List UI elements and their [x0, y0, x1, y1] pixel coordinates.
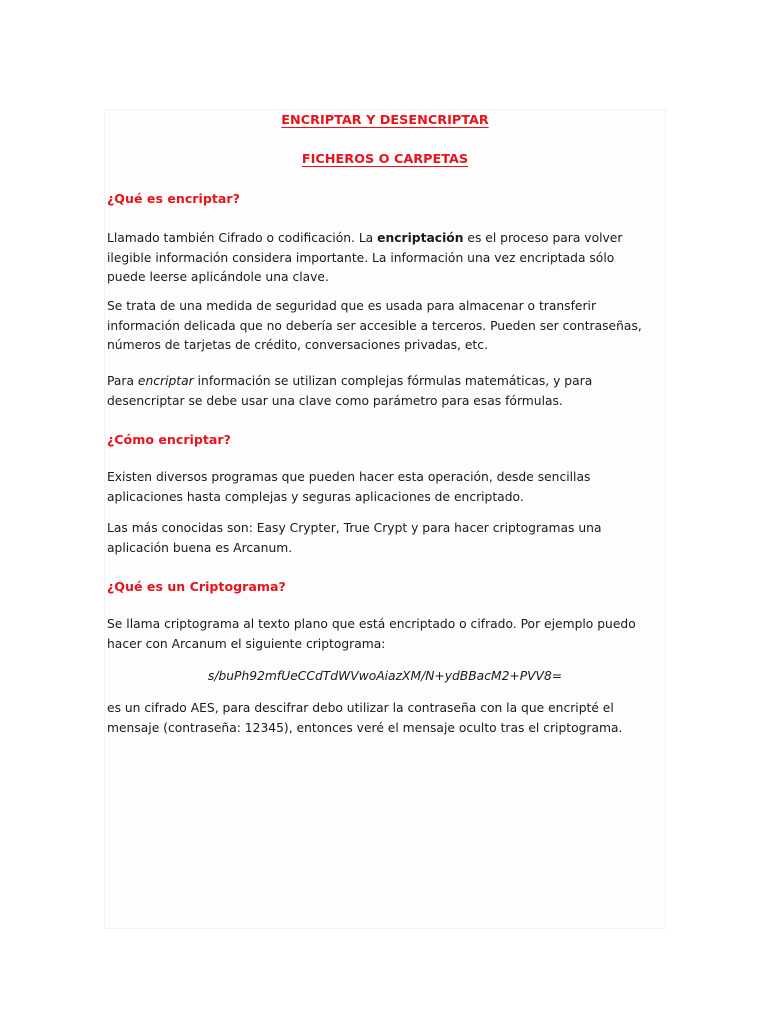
paragraph-line: puede leerse aplicándole una clave.	[107, 270, 329, 284]
paragraph-line: información delicada que no debería ser accesible a terceros. Pueden ser contraseñas,	[107, 318, 642, 333]
text-span: información se utilizan complejas fórmulas matemáticas, y para	[193, 374, 593, 388]
paragraph-line: Se llama criptograma al texto plano que está encriptado o cifrado. Por ejemplo puedo	[107, 617, 636, 631]
paragraph-line: es un cifrado AES, para descifrar debo utilizar la contraseña con la que encripté el	[107, 701, 614, 715]
paragraph-line: Se trata de una medida de seguridad que es usada para almacenar o transferir	[107, 299, 596, 313]
paragraph-line: desencriptar se debe usar una clave como parámetro para esas fórmulas.	[107, 393, 563, 408]
paragraph-line: hacer con Arcanum el siguiente criptograma:	[107, 636, 386, 651]
paragraph-security	[107, 297, 663, 356]
paragraph-programs	[107, 468, 663, 507]
text-span: Para	[107, 374, 138, 388]
bold-term: encriptación	[377, 231, 464, 245]
title-line-2: FICHEROS O CARPETAS	[301, 152, 469, 167]
paragraph-line: mensaje (contraseña: 12345), entonces veré el mensaje oculto tras el criptograma.	[107, 720, 623, 735]
paragraph-known-apps	[107, 519, 663, 558]
paragraph-line	[107, 229, 663, 249]
text-span: es el proceso para volver	[463, 231, 623, 245]
paragraph-line: Las más conocidas son: Easy Crypter, True Crypt y para hacer criptogramas una	[107, 521, 602, 535]
title-line-1: ENCRIPTAR Y DESENCRIPTAR	[281, 113, 489, 128]
text-span: Llamado también Cifrado o codificación. La	[107, 231, 378, 245]
document-page	[105, 110, 665, 928]
paragraph-formulas	[107, 372, 663, 411]
italic-term: encriptar	[137, 374, 194, 388]
paragraph-line: Existen diversos programas que pueden hacer esta operación, desde sencillas	[107, 470, 591, 484]
paragraph-line	[107, 372, 663, 392]
paragraph-line: aplicación buena es Arcanum.	[107, 540, 293, 555]
heading-que-es-encriptar: ¿Qué es encriptar?	[107, 191, 240, 206]
paragraph-cryptogram-definition	[107, 615, 663, 654]
paragraph-line: aplicaciones hasta complejas y seguras aplicaciones de encriptado.	[107, 489, 524, 504]
heading-como-encriptar: ¿Cómo encriptar?	[107, 432, 231, 447]
paragraph-aes	[107, 699, 663, 738]
cryptogram-example: s/buPh92mfUeCCdTdWVwoAiazXM/N+ydBBacM2+PVV8=	[207, 669, 563, 683]
heading-que-es-criptograma: ¿Qué es un Criptograma?	[107, 579, 286, 594]
paragraph-line: números de tarjetas de crédito, conversaciones privadas, etc.	[107, 338, 488, 352]
paragraph-definition	[107, 229, 663, 288]
paragraph-line: ilegible información considera importante. La información una vez encriptada sólo	[107, 250, 615, 265]
